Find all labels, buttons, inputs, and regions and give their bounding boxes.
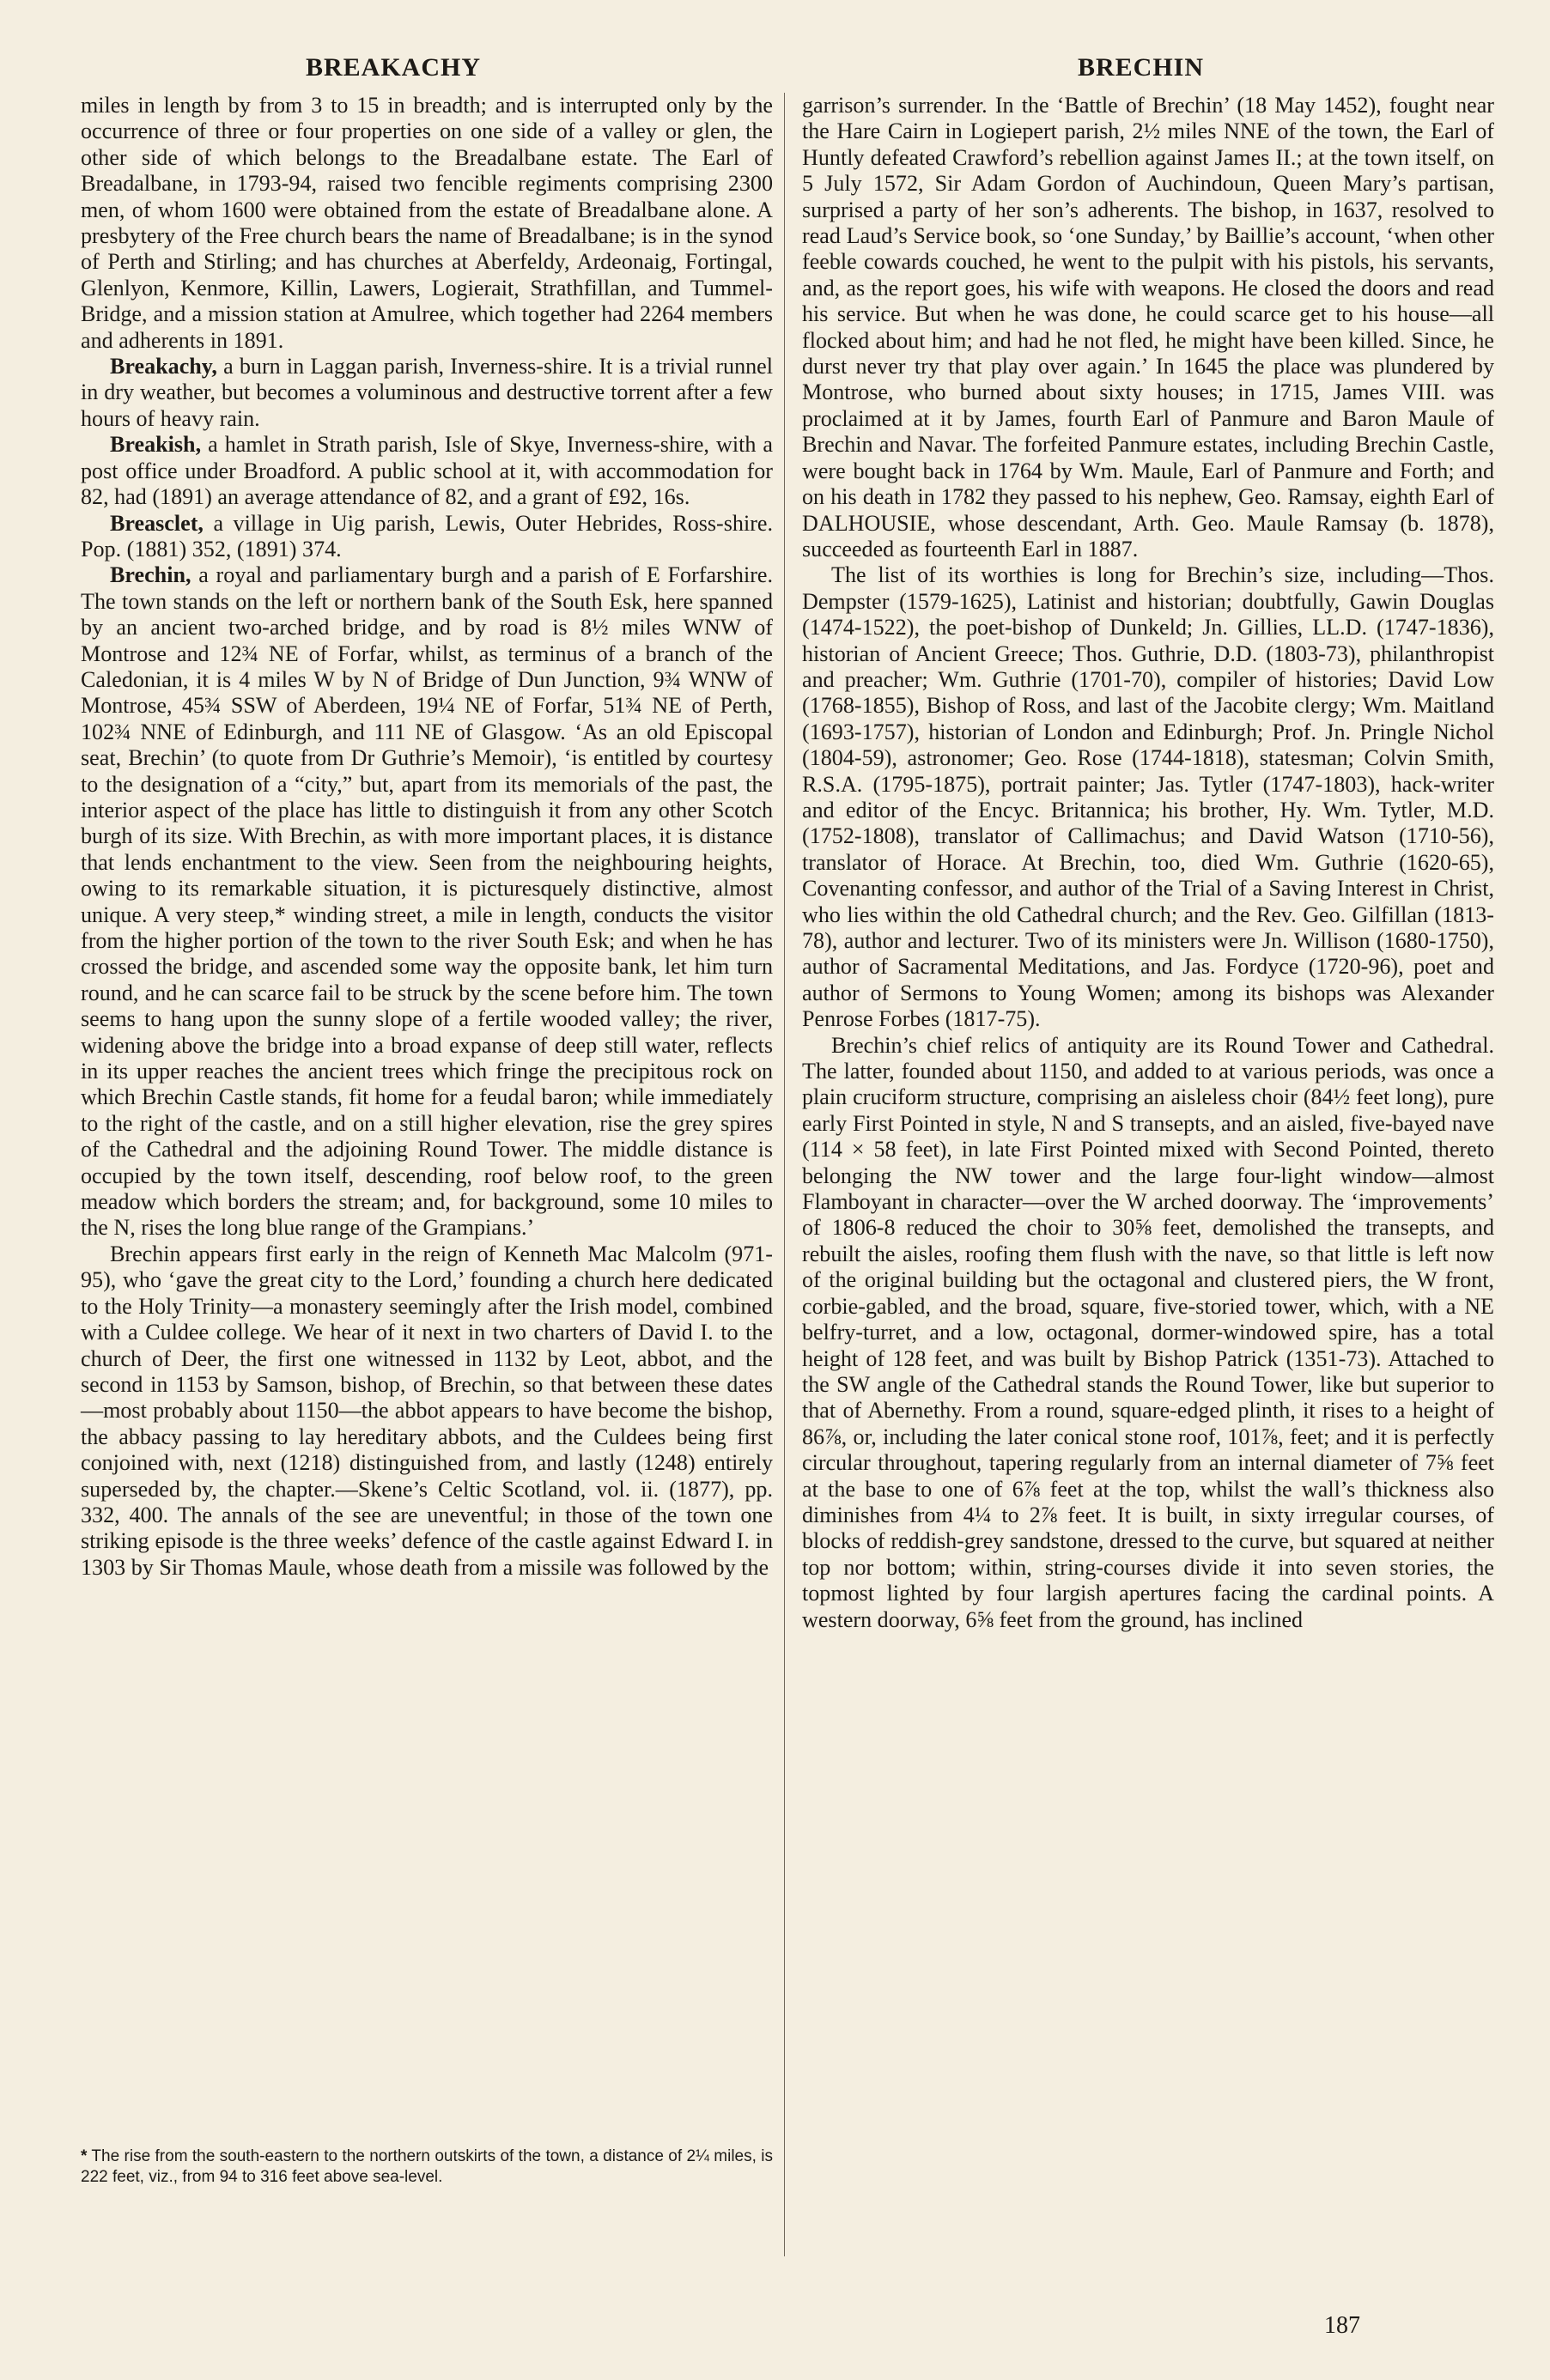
entry-title: Breakish, [110, 432, 202, 458]
footnote-text: The rise from the south-eastern to the northern outskirts of the town, a distance of 2¼ miles, is 222 feet, viz., from 94 to 316 feet above sea-level. [81, 2147, 773, 2186]
entry-breasclet: Breasclet, a village in Uig parish, Lewis, Outer Hebrides, Ross-shire. Pop. (1881) 352, (1891) 374. [81, 510, 773, 562]
paragraph: Brechin appears first early in the reign of Kenneth Mac Malcolm (971-95), who ‘gave the great city to the Lord,’ founding a church here dedicated to the Holy Trinity—a monastery seemingly after the Irish model, combined with a Culdee college. We hear of it next in two charters of David I. to the church of Deer, the first one witnessed in 1132 by Leot, abbot, and the second in 1153 by Samson, bishop, of Brechin, so that between these dates—most probably about 1150—the abbot appears to have become the bishop, the abbacy passing to lay hereditary abbots, and the Culdees being first conjoined with, next (1218) distinguished from, and lastly (1248) entirely superseded by, the chapter.—Skene’s Celtic Scotland, vol. ii. (1877), pp. 332, 400. The annals of the see are uneventful; in those of the town one striking episode is the three weeks’ defence of the castle against Edward I. in 1303 by Sir Thomas Maule, whose death from a missile was followed by the [81, 1241, 773, 1580]
entry-brechin: Brechin, a royal and parliamentary burgh and a parish of E Forfarshire. The town stands on the left or northern bank of the South Esk, here spanned by an ancient two-arched bridge, and by road is 8½ miles WNW of Montrose and 12¾ NE of Forfar, whilst, as terminus of a branch of the Caledonian, it is 4 miles W by N of Bridge of Dun Junction, 9¾ WNW of Montrose, 45¾ SSW of Aberdeen, 19¼ NE of Forfar, 51¾ NE of Perth, 102¾ NNE of Edinburgh, and 111 NE of Glasgow. ‘As an old Episcopal seat, Brechin’ (to quote from Dr Guthrie’s Memoir), ‘is entitled by courtesy to the designation of a “city,” but, apart from its memorials of the past, the interior aspect of the place has little to distinguish it from any other Scotch burgh of its size. With Brechin, as with more important places, it is distance that lends enchantment to the view. Seen from the neighbouring heights, owing to its remarkable situation, it is picturesquely distinctive, almost unique. A very steep,* winding street, a mile in length, conducts the visitor from the higher portion of the town to the river South Esk; and when he has crossed the bridge, and ascended some way the opposite bank, let him turn round, and he can scarce fail to be struck by the scene before him. The town seems to hang upon the sunny slope of a fertile wooded valley; the river, widening above the bridge into a broad expanse of deep still water, reflects in its upper reaches the ancient trees which fringe the precipitous rock on which Brechin Castle stands, fit home for a feudal baron; while immediately to the right of the castle, and on a still higher elevation, rise the grey spires of the Cathedral and the adjoining Round Tower. The middle distance is occupied by the town itself, descending, roof below roof, to the green meadow which borders the stream; and, for background, some 10 miles to the N, rises the long blue range of the Grampians.’ [81, 562, 773, 1241]
entry-title: Breasclet, [110, 510, 204, 536]
footnote [81, 2146, 773, 2188]
entry-title: Brechin, [110, 562, 191, 588]
footnote-mark: * [81, 2147, 88, 2165]
page-number: 187 [1324, 2312, 1360, 2339]
entry-breakachy: Breakachy, a burn in Laggan parish, Inverness-shire. It is a trivial runnel in dry weather, but becomes a voluminous and destructive torrent after a few hours of heavy rain. [81, 354, 773, 431]
paragraph: Brechin’s chief relics of antiquity are its Round Tower and Cathedral. The latter, founded about 1150, and added to at various periods, was once a plain cruciform structure, comprising an aisleless choir (84½ feet long), pure early First Pointed in style, N and S transepts, and an aisled, five-bayed nave (114 × 58 feet), in late First Pointed mixed with Second Pointed, thereto belonging the NW tower and the large four-light window—almost Flamboyant in character—over the W arched doorway. The ‘improvements’ of 1806-8 reduced the choir to 30⅝ feet, demolished the transepts, and rebuilt the aisles, roofing them flush with the nave, so that little is left now of the original building but the octagonal and clustered piers, the W front, corbie-gabled, and the broad, square, five-storied tower, which, with a NE belfry-turret, and a low, octagonal, dormer-windowed spire, has a total height of 128 feet, and was built by Bishop Patrick (1351-73). Attached to the SW angle of the Cathedral stands the Round Tower, like but superior to that of Abernethy. From a round, square-edged plinth, it rises to a height of 86⅞, or, including the later conical stone roof, 101⅞, feet; and it is perfectly circular throughout, tapering regularly from an internal diameter of 7⅝ feet at the base to one of 6⅞ feet at the top, whilst the wall’s thickness also diminishes from 4¼ to 2⅞ feet. It is built, in sixty irregular courses, of blocks of reddish-grey sandstone, dressed to the curve, but squared at neither top nor bottom; within, string-courses divide it into seven stories, the topmost lighted by four largish apertures facing the cardinal points. A western doorway, 6⅝ feet from the ground, has inclined [802, 1032, 1494, 1632]
column-rule [784, 93, 785, 2256]
running-head-right: BRECHIN [1078, 53, 1205, 82]
left-column [81, 93, 773, 1581]
right-column [802, 93, 1494, 1633]
paragraph: miles in length by from 3 to 15 in breadth; and is interrupted only by the occurrence of three or four properties on one side of a valley or glen, the other side of which belongs to the Breadalbane estate. The Earl of Breadalbane, in 1793-94, raised two fencible regiments comprising 2300 men, of whom 1600 were obtained from the estate of Breadalbane alone. A presbytery of the Free church bears the name of Breadalbane; is in the synod of Perth and Stirling; and has churches at Aberfeldy, Ardeonaig, Fortingal, Glenlyon, Kenmore, Killin, Lawers, Logierait, Strathfillan, and Tummel-Bridge, and a mission station at Amulree, which together had 2264 members and adherents in 1891. [81, 93, 773, 353]
entry-title: Breakachy, [110, 354, 217, 379]
paragraph: garrison’s surrender. In the ‘Battle of Brechin’ (18 May 1452), fought near the Hare Cairn in Logiepert parish, 2½ miles NNE of the town, the Earl of Huntly defeated Crawford’s rebellion against James II.; at the town itself, on 5 July 1572, Sir Adam Gordon of Auchindoun, Queen Mary’s partisan, surprised a party of her son’s adherents. The bishop, in 1637, resolved to read Laud’s Service book, so ‘one Sunday,’ by Baillie’s account, ‘when other feeble cowards couched, he went to the pulpit with his pistols, his servants, and, as the report goes, his wife with weapons. He closed the doors and read his service. But when he was done, he could scarce get to his house—all flocked about him; and had he not fled, he might have been killed. Since, he durst never try that play over again.’ In 1645 the place was plundered by Montrose, who burned about sixty houses; in 1715, James VIII. was proclaimed at it by James, fourth Earl of Panmure and Baron Maule of Brechin and Navar. The forfeited Panmure estates, including Brechin Castle, were bought back in 1764 by Wm. Maule, Earl of Panmure and Forth; and on his death in 1782 they passed to his nephew, Geo. Ramsay, eighth Earl of DALHOUSIE, whose descendant, Arth. Geo. Maule Ramsay (b. 1878), succeeded as fourteenth Earl in 1887. [802, 93, 1494, 562]
paragraph: The list of its worthies is long for Brechin’s size, including—Thos. Dempster (1579-1625), Latinist and historian; doubtfully, Gawin Douglas (1474-1522), the poet-bishop of Dunkeld; Jn. Gillies, LL.D. (1747-1836), historian of Ancient Greece; Thos. Guthrie, D.D. (1803-73), philanthropist and preacher; Wm. Guthrie (1701-70), compiler of histories; David Low (1768-1855), Bishop of Ross, and last of the Jacobite clergy; Wm. Maitland (1693-1757), historian of London and Edinburgh; Prof. Jn. Pringle Nichol (1804-59), astronomer; Geo. Rose (1744-1818), statesman; Colvin Smith, R.S.A. (1795-1875), portrait painter; Jas. Tytler (1747-1803), hack-writer and editor of the Encyc. Britannica; his brother, Hy. Wm. Tytler, M.D. (1752-1808), translator of Callimachus; and David Watson (1710-56), translator of Horace. At Brechin, too, died Wm. Guthrie (1620-65), Covenanting confessor, and author of the Trial of a Saving Interest in Christ, who lies within the old Cathedral church; and the Rev. Geo. Gilfillan (1813-78), author and lecturer. Two of its ministers were Jn. Willison (1680-1750), author of Sacramental Meditations, and Jas. Fordyce (1720-96), poet and author of Sermons to Young Women; among its bishops was Alexander Penrose Forbes (1817-75). [802, 562, 1494, 1032]
running-head-left: BREAKACHY [306, 53, 482, 82]
entry-breakish: Breakish, a hamlet in Strath parish, Isle of Skye, Inverness-shire, with a post office under Broadford. A public school at it, with accommodation for 82, had (1891) an average attendance of 82, and a grant of £92, 16s. [81, 432, 773, 510]
